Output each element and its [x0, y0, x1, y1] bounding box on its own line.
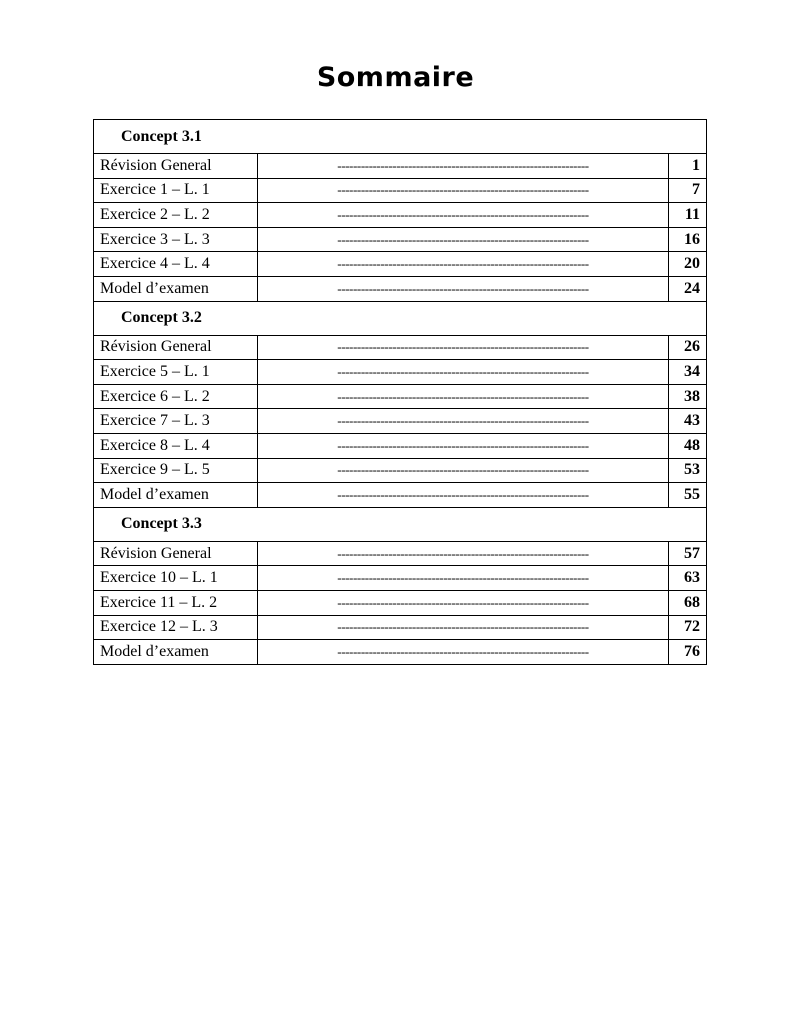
- dot-leader: ----------------------------------------------------------------: [258, 335, 669, 360]
- toc-row[interactable]: [94, 458, 707, 483]
- toc-entry-label: Model d’examen: [94, 276, 258, 301]
- toc-entry-label: Exercice 4 – L. 4: [94, 252, 258, 277]
- section-title: Concept 3.3: [94, 507, 707, 541]
- toc-row[interactable]: [94, 483, 707, 508]
- toc-page-number: 76: [669, 640, 707, 665]
- toc-entry-label: Model d’examen: [94, 640, 258, 665]
- section-header: [94, 507, 707, 541]
- toc-entry-label: Model d’examen: [94, 483, 258, 508]
- toc-page-number: 38: [669, 384, 707, 409]
- toc-entry-label: Exercice 8 – L. 4: [94, 433, 258, 458]
- toc-entry-label: Exercice 9 – L. 5: [94, 458, 258, 483]
- toc-entry-label: Exercice 6 – L. 2: [94, 384, 258, 409]
- section-title: Concept 3.1: [94, 120, 707, 154]
- toc-page-number: 63: [669, 566, 707, 591]
- toc-page-number: 55: [669, 483, 707, 508]
- toc-row[interactable]: [94, 178, 707, 203]
- toc-page-number: 68: [669, 590, 707, 615]
- dot-leader: ----------------------------------------------------------------: [258, 640, 669, 665]
- toc-entry-label: Révision General: [94, 154, 258, 179]
- toc-row[interactable]: [94, 154, 707, 179]
- section-title: Concept 3.2: [94, 301, 707, 335]
- toc-entry-label: Exercice 2 – L. 2: [94, 203, 258, 228]
- toc-row[interactable]: [94, 409, 707, 434]
- dot-leader: ----------------------------------------------------------------: [258, 178, 669, 203]
- dot-leader: ----------------------------------------------------------------: [258, 227, 669, 252]
- toc-entry-label: Révision General: [94, 335, 258, 360]
- toc-page-number: 7: [669, 178, 707, 203]
- dot-leader: ----------------------------------------------------------------: [258, 615, 669, 640]
- toc-row[interactable]: [94, 541, 707, 566]
- toc-entry-label: Exercice 5 – L. 1: [94, 360, 258, 385]
- toc-row[interactable]: [94, 384, 707, 409]
- toc-entry-label: Exercice 7 – L. 3: [94, 409, 258, 434]
- dot-leader: ----------------------------------------------------------------: [258, 409, 669, 434]
- toc-entry-label: Exercice 3 – L. 3: [94, 227, 258, 252]
- dot-leader: ----------------------------------------------------------------: [258, 154, 669, 179]
- section-header: [94, 120, 707, 154]
- toc-row[interactable]: [94, 227, 707, 252]
- toc-page-number: 11: [669, 203, 707, 228]
- toc-page-number: 48: [669, 433, 707, 458]
- toc-page-number: 16: [669, 227, 707, 252]
- toc-row[interactable]: [94, 640, 707, 665]
- toc-row[interactable]: [94, 276, 707, 301]
- toc-page-number: 43: [669, 409, 707, 434]
- toc-row[interactable]: [94, 360, 707, 385]
- toc-row[interactable]: [94, 615, 707, 640]
- dot-leader: ----------------------------------------------------------------: [258, 590, 669, 615]
- toc-page-number: 26: [669, 335, 707, 360]
- toc-page-number: 34: [669, 360, 707, 385]
- toc-row[interactable]: [94, 433, 707, 458]
- dot-leader: ----------------------------------------------------------------: [258, 360, 669, 385]
- toc-page-number: 53: [669, 458, 707, 483]
- toc-row[interactable]: [94, 590, 707, 615]
- dot-leader: ----------------------------------------------------------------: [258, 252, 669, 277]
- dot-leader: ----------------------------------------------------------------: [258, 483, 669, 508]
- dot-leader: ----------------------------------------------------------------: [258, 433, 669, 458]
- dot-leader: ----------------------------------------------------------------: [258, 276, 669, 301]
- toc-entry-label: Exercice 1 – L. 1: [94, 178, 258, 203]
- dot-leader: ----------------------------------------------------------------: [258, 203, 669, 228]
- toc-row[interactable]: [94, 203, 707, 228]
- toc-row[interactable]: [94, 335, 707, 360]
- toc-page-number: 20: [669, 252, 707, 277]
- page-title: Sommaire: [316, 62, 475, 93]
- table-of-contents: [93, 119, 707, 665]
- toc-page-number: 24: [669, 276, 707, 301]
- toc-page-number: 1: [669, 154, 707, 179]
- toc-page-number: 57: [669, 541, 707, 566]
- toc-entry-label: Exercice 11 – L. 2: [94, 590, 258, 615]
- toc-entry-label: Exercice 12 – L. 3: [94, 615, 258, 640]
- dot-leader: ----------------------------------------------------------------: [258, 458, 669, 483]
- toc-entry-label: Révision General: [94, 541, 258, 566]
- toc-row[interactable]: [94, 566, 707, 591]
- section-header: [94, 301, 707, 335]
- toc-entry-label: Exercice 10 – L. 1: [94, 566, 258, 591]
- dot-leader: ----------------------------------------------------------------: [258, 541, 669, 566]
- toc-row[interactable]: [94, 252, 707, 277]
- toc-page-number: 72: [669, 615, 707, 640]
- dot-leader: ----------------------------------------------------------------: [258, 384, 669, 409]
- dot-leader: ----------------------------------------------------------------: [258, 566, 669, 591]
